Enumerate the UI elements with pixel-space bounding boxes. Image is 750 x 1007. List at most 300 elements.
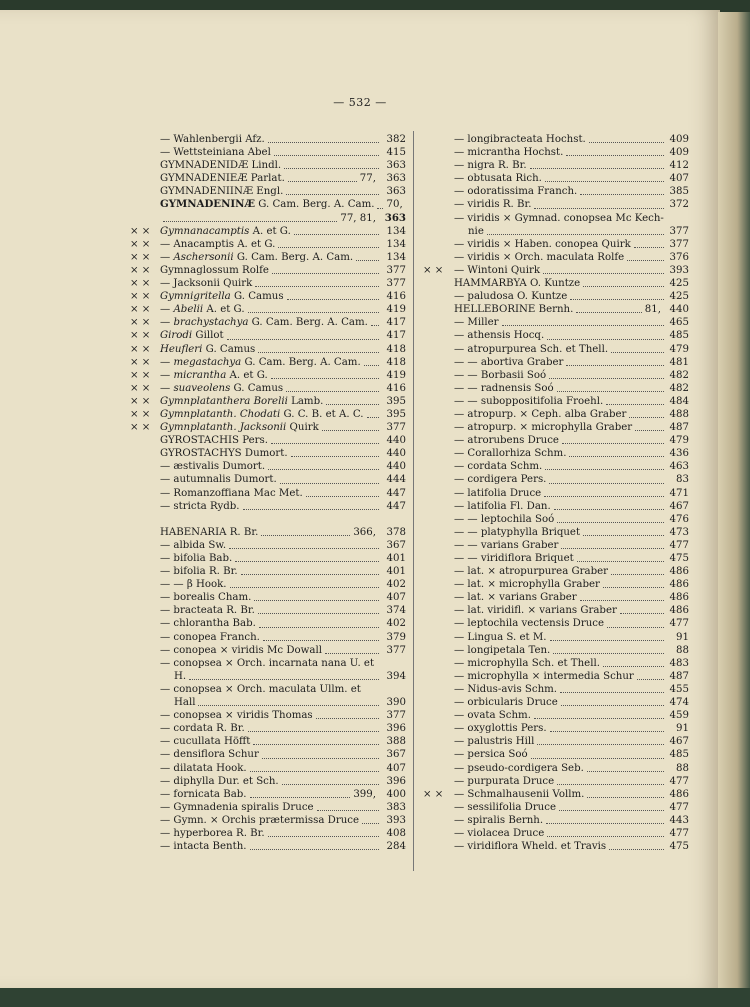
leader-dots [263,639,379,641]
entry-name: Gymnplatanthera Borelii Lamb. [160,395,324,407]
index-entry [423,473,689,486]
page-edge [718,12,750,1007]
index-entry [130,657,406,670]
index-entry [130,526,406,539]
entry-name: — longibracteata Hochst. [454,134,586,145]
entry-name: — viridis × Haben. conopea Quirk [454,238,631,250]
index-entry [423,343,689,356]
extra-page-refs: 399, [353,788,376,800]
index-entry [130,748,406,761]
leader-dots [229,547,379,549]
index-entry [423,657,689,670]
index-entry [130,473,406,486]
leader-dots [364,364,379,366]
hybrid-mark: × × [130,238,151,250]
entry-name: — dilatata Hook. [160,762,247,774]
entry-name: — lat. × microphylla Graber [454,579,600,591]
leader-dots [248,730,379,732]
leader-dots [255,285,379,287]
index-entry [130,487,406,500]
page-ref: 486 [669,566,689,578]
index-entry [423,735,689,748]
entry-name: — orbicularis Druce [454,697,558,709]
index-entry [130,238,406,251]
leader-dots [629,416,664,418]
leader-dots [562,442,664,444]
page-ref: 447 [386,500,406,512]
entry-name: HAMMARBYA O. Kuntze [454,278,581,290]
entry-name: — conopsea × Orch. maculata Ullm. et [160,683,361,695]
leader-dots [550,639,664,641]
hybrid-mark: × × [130,395,151,407]
entry-name: Gymnanacamptis A. et G. [160,225,291,237]
leader-dots [531,757,664,759]
page-ref: 382 [386,134,406,145]
index-entry [423,290,689,303]
page-ref: 443 [669,814,689,826]
hybrid-mark: × × [423,264,444,276]
index-entry [423,565,689,578]
index-entry [130,644,406,657]
entry-name: — borealis Cham. [160,592,252,604]
entry-name: — Wintoni Quirk [454,264,541,276]
hybrid-mark: × × [130,291,151,303]
page-ref: 477 [669,827,689,839]
taxon-name-italic: Aschersonii [173,251,234,263]
index-entry [130,591,406,604]
page-ref: 377 [386,644,406,656]
page-ref: 485 [669,749,689,761]
entry-name: Girodi Gillot [160,330,224,342]
page-ref: 134 [386,225,406,237]
entry-name: — purpurata Druce [454,775,555,787]
entry-name: — Miller [454,317,499,329]
leader-dots [377,207,383,209]
index-entry [423,316,689,329]
entry-name: — — leptochila Soó [454,513,555,525]
leader-dots [543,272,664,274]
leader-dots [553,652,664,654]
leader-dots [561,704,664,706]
entry-name: — — varians Graber [454,539,559,551]
leader-dots [250,848,380,850]
taxon-name-italic: Gymnplatanth. Jacksonii [160,422,287,434]
index-entry [423,683,689,696]
entry-name: — cucullata Höfft [160,736,251,748]
index-entry [423,434,689,447]
hybrid-mark: × × [423,788,444,800]
leader-dots [502,324,664,326]
page-ref: 393 [386,814,406,826]
entry-name: — densiflora Schur [160,749,259,761]
leader-dots [268,468,379,470]
entry-name: Gymnplatanth. Jacksonii Quirk [160,422,319,434]
page-ref: 409 [669,134,689,145]
page-ref: 134 [386,251,406,263]
page-ref: 134 [386,238,406,250]
leader-dots [557,390,664,392]
entry-name: — megastachya G. Cam. Berg. A. Cam. [160,356,361,368]
entry-name: — hyperborea R. Br. [160,827,265,839]
leader-dots [580,599,664,601]
index-entry [130,827,406,840]
entry-name: — conopsea × Orch. incarnata nana U. et [160,657,375,669]
leader-dots [356,259,379,261]
index-entry [130,683,406,696]
index-entry [130,172,406,185]
taxon-name-italic: Gymnanacamptis [160,225,250,237]
hybrid-mark: × × [130,264,151,276]
leader-dots [559,809,664,811]
page-ref: 486 [669,579,689,591]
entry-name: — longipetala Ten. [454,644,551,656]
index-entry [423,447,689,460]
hybrid-mark: × × [130,251,151,263]
hybrid-mark: × × [130,408,151,420]
leader-dots [547,835,664,837]
entry-name: — chlorantha Bab. [160,618,256,630]
page-ref: 476 [669,513,689,525]
page-ref: 475 [669,841,689,853]
entry-name: — lat. × atropurpurea Graber [454,566,609,578]
leader-dots [547,338,664,340]
page-ref: 481 [669,356,689,368]
genus-name-bold: GYMNADENINÆ [160,198,255,211]
page-ref: 377 [386,710,406,722]
leader-dots [570,298,664,300]
entry-name: — — radnensis Soó [454,382,554,394]
extra-page-refs: 81, [644,304,661,316]
entry-name: — — suboppositifolia Froehl. [454,395,604,407]
entry-name: — — β Hook. [160,579,227,591]
table-surface [0,988,750,1007]
leader-dots [198,704,379,706]
entry-name: — Aschersonii G. Cam. Berg. A. Cam. [160,251,354,263]
leader-dots [545,468,664,470]
hybrid-mark: × × [130,330,151,342]
entry-name: — æstivalis Dumort. [160,461,266,473]
entry-name: — Schmalhausenii Vollm. [454,788,585,800]
leader-dots [189,678,379,680]
hybrid-mark: × × [130,422,151,434]
leader-dots [286,193,379,195]
page-ref: 395 [386,408,406,420]
page-ref: 379 [386,631,406,643]
column-divider [413,131,414,871]
page-ref: 474 [669,697,689,709]
entry-name: — Abelii A. et G. [160,304,245,316]
leader-dots [286,390,379,392]
index-entry [130,762,406,775]
leader-dots [230,586,379,588]
index-entry [130,159,406,172]
page-ref: 419 [386,304,406,316]
index-entry [130,670,406,683]
leader-dots [254,599,379,601]
page-ref: 488 [669,408,689,420]
entry-name: — lat. viridifl. × varians Graber [454,605,617,617]
leader-dots [545,180,664,182]
leader-dots [248,311,379,313]
taxon-name-italic: megastachya [173,356,242,368]
entry-name: — cordigera Pers. [454,474,547,486]
index-entry [423,604,689,617]
page-ref: 477 [669,539,689,551]
index-entry [130,447,406,460]
leader-dots [569,455,664,457]
index-entry [423,748,689,761]
hybrid-mark: × × [130,382,151,394]
index-entry [130,251,406,264]
entry-name: — Jacksonii Quirk [160,278,253,290]
index-entry [423,395,689,408]
entry-name: — viridis R. Br. [454,199,532,211]
leader-dots [271,442,379,444]
index-entry [130,395,406,408]
index-entry [130,696,406,709]
page-ref: 396 [386,723,406,735]
entry-name: — autumnalis Dumort. [160,474,277,486]
leader-dots [325,652,379,654]
leader-dots [609,848,664,850]
leader-dots [259,626,379,628]
entry-name: — Anacamptis A. et G. [160,238,276,250]
entry-name: — atropurp. × Ceph. alba Graber [454,408,627,420]
hybrid-mark: × × [130,304,151,316]
page-ref: 393 [669,264,689,276]
index-entry [423,329,689,342]
entry-name: — leptochila vectensis Druce [454,618,605,630]
taxon-name-italic: Heufleri [160,343,203,355]
index-entry [130,185,406,198]
page-ref: 88 [676,762,689,774]
entry-name: — ovata Schm. [454,710,531,722]
page-ref: 419 [386,369,406,381]
page-ref: 418 [386,356,406,368]
index-entry [130,460,406,473]
index-entry [423,788,689,801]
leader-dots [322,429,379,431]
taxon-name-italic: micrantha [173,369,227,381]
leader-dots [620,612,664,614]
entry-name: — suaveolens G. Camus [160,382,284,394]
leader-dots [611,573,664,575]
leader-dots [576,311,641,313]
blank-line [130,513,406,526]
entry-name: — persica Soó [454,749,528,761]
extra-page-refs: 77, [359,173,376,185]
entry-name: — bracteata R. Br. [160,605,255,617]
index-entry [423,801,689,814]
hybrid-mark: × × [130,343,151,355]
entry-name: — stricta Rydb. [160,500,240,512]
page-number: — 532 — [333,96,387,109]
entry-name: — violacea Druce [454,827,545,839]
entry-name: — brachystachya G. Cam. Berg. A. Cam. [160,317,368,329]
index-entry [423,670,689,683]
page-ref: 407 [386,762,406,774]
leader-dots [566,154,664,156]
page-ref: 477 [669,801,689,813]
page-ref: 415 [386,147,406,159]
index-entry [130,722,406,735]
entry-name: — oxyglottis Pers. [454,723,547,735]
leader-dots [557,521,664,523]
leader-dots [362,822,379,824]
leader-dots [250,796,351,798]
index-entry [130,316,406,329]
index-entry [130,801,406,814]
leader-dots [163,220,337,222]
leader-dots [241,573,379,575]
leader-dots [537,743,664,745]
page-ref: 83 [676,474,689,486]
index-entry [130,434,406,447]
entry-name: — — platyphylla Briquet [454,526,581,538]
page-ref: 409 [669,147,689,159]
taxon-name-italic: brachystachya [173,317,249,329]
page-ref: 377 [386,264,406,276]
index-entry [130,500,406,513]
page-ref: 486 [669,605,689,617]
index-entry [423,225,689,238]
leader-dots [271,377,379,379]
leader-dots [326,403,379,405]
page-ref: 418 [386,343,406,355]
leader-dots [262,757,379,759]
page-ref: 444 [386,474,406,486]
entry-name: — atrorubens Druce [454,435,559,447]
index-entry [423,408,689,421]
index-entry [130,604,406,617]
page-ref: 395 [386,395,406,407]
leader-dots [583,534,664,536]
entry-name: Heufleri G. Camus [160,343,256,355]
index-entry [423,382,689,395]
entry-name: Gymnplatanth. Chodati G. C. B. et A. C. [160,408,364,420]
leader-dots [534,207,664,209]
page-ref: 487 [669,422,689,434]
page-ref: 390 [386,697,406,709]
leader-dots [253,743,379,745]
leader-dots [258,351,379,353]
index-entry [423,460,689,473]
page-ref: 473 [669,526,689,538]
leader-dots [550,730,664,732]
index-entry [423,487,689,500]
index-entry [130,565,406,578]
page-ref: 482 [669,382,689,394]
hybrid-mark: × × [130,356,151,368]
index-entry [423,500,689,513]
entry-name: — athensis Hocq. [454,330,545,342]
index-column-right [423,133,689,853]
entry-name: Gymnigritella G. Camus [160,291,284,303]
index-entry [423,146,689,159]
index-entry [130,408,406,421]
extra-page-refs: 77, 81, [340,212,376,224]
page-ref: 394 [386,670,406,682]
entry-name: — viridiflora Wheld. et Travis [454,841,607,853]
page-ref: 455 [669,683,689,695]
leader-dots [587,796,664,798]
entry-name: Gymnaglossum Rolfe [160,264,269,276]
page-ref: 400 [386,788,406,800]
page-ref: 465 [669,317,689,329]
leader-dots [288,180,357,182]
entry-name: H. [174,670,187,682]
leader-dots [637,678,664,680]
entry-name: — Gymn. × Orchis prætermissa Druce [160,814,359,826]
index-entry [423,827,689,840]
index-entry [423,644,689,657]
page-ref: 463 [669,461,689,473]
leader-dots [316,717,379,719]
page-ref: 440 [386,448,406,460]
page-ref: 447 [386,487,406,499]
leader-dots [280,482,379,484]
entry-name: GYMNADENIINÆ Engl. [160,186,284,198]
leader-dots [227,338,379,340]
entry-name: — microphylla Sch. et Thell. [454,657,600,669]
entry-name: — palustris Hill [454,736,535,748]
index-entry [130,329,406,342]
page-ref: 363 [386,186,406,198]
entry-name: — micrantha A. et G. [160,369,268,381]
page-ref: 467 [669,500,689,512]
leader-dots [544,495,664,497]
page-ref: 475 [669,553,689,564]
page-ref: 483 [669,657,689,669]
page-ref: 363 [384,211,406,224]
index-entry [423,238,689,251]
page-ref: 367 [386,749,406,761]
page-ref: 377 [386,278,406,290]
leader-dots [287,298,379,300]
leader-dots [291,455,379,457]
index-entry [130,539,406,552]
page-ref: 417 [386,317,406,329]
extra-page-refs: 366, [353,526,376,538]
leader-dots [589,141,664,143]
index-entry [423,198,689,211]
entry-name: GYROSTACHYS Dumort. [160,448,288,460]
entry-name: GYMNADENIDÆ Lindl. [160,160,282,172]
leader-dots [611,351,664,353]
leader-dots [243,508,379,510]
page-ref: 363 [386,173,406,185]
index-entry [423,277,689,290]
entry-name: — Wahlenbergii Afz. [160,134,265,145]
entry-name: — — abortiva Graber [454,356,564,368]
page-ref: 467 [669,736,689,748]
leader-dots [274,154,379,156]
index-entry [423,617,689,630]
index-entry [423,709,689,722]
entry-name: — albida Sw. [160,539,227,551]
page-ref: 91 [676,631,689,643]
index-entry [423,591,689,604]
index-entry [423,840,689,853]
entry-name: nie [468,225,484,237]
page-ref: 459 [669,710,689,722]
page-ref: 402 [386,618,406,630]
leader-dots [577,560,664,562]
entry-name: — odoratissima Franch. [454,186,578,198]
entry-name: — viridis × Orch. maculata Rolfe [454,251,625,263]
leader-dots [607,626,664,628]
entry-name: — obtusata Rich. [454,173,542,185]
